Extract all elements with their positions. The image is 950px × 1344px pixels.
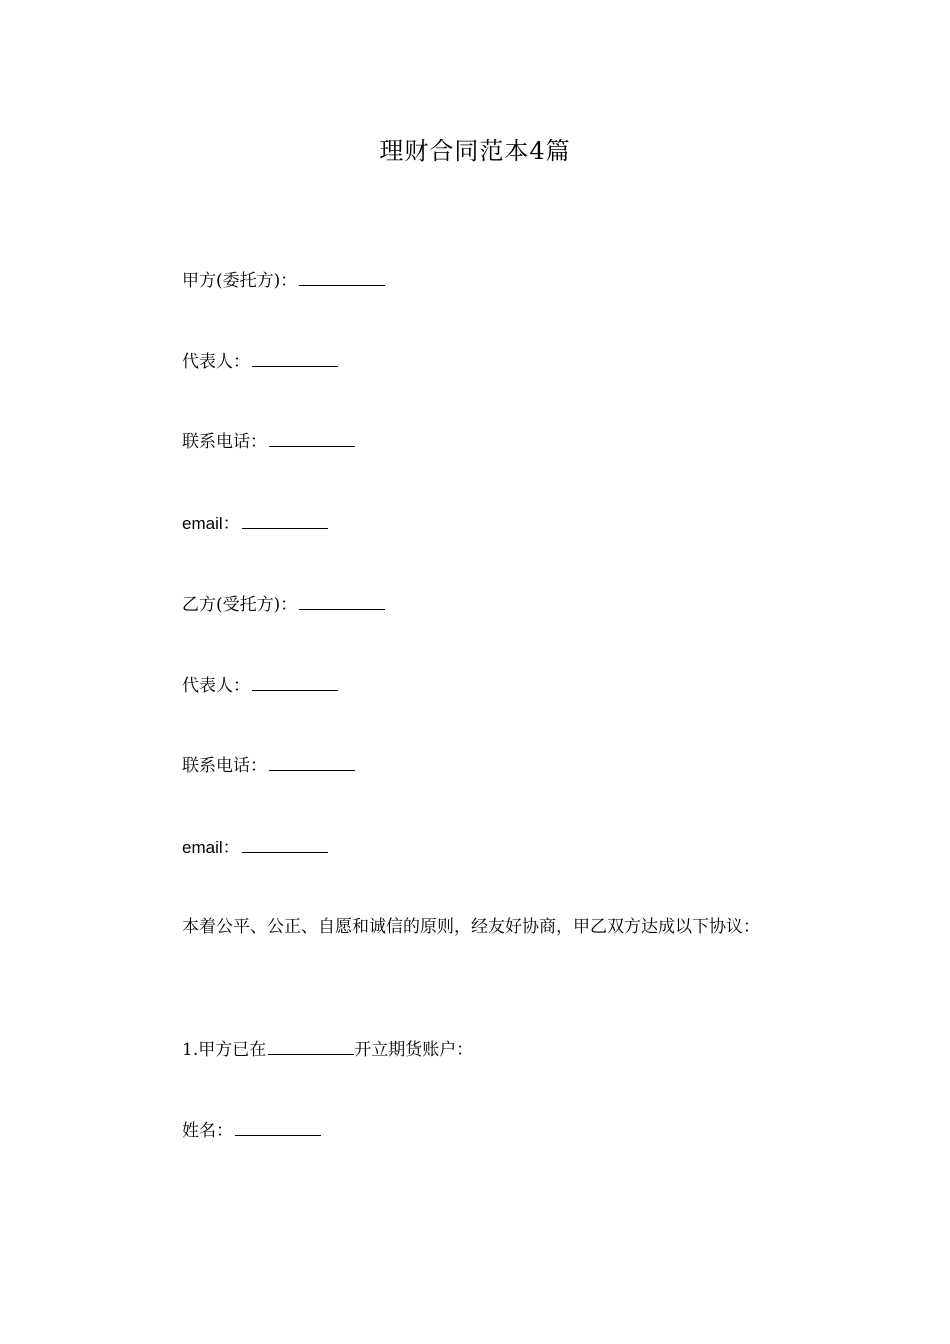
party-b-blank[interactable] bbox=[299, 592, 385, 610]
party-b-phone-label: 联系电话： bbox=[182, 756, 267, 776]
party-b-phone-line bbox=[182, 753, 355, 778]
party-b-line bbox=[182, 592, 385, 617]
preamble-paragraph: 本着公平、公正、自愿和诚信的原则，经友好协商，甲乙双方达成以下协议： bbox=[182, 917, 760, 937]
party-a-rep-blank[interactable] bbox=[252, 349, 338, 367]
party-a-phone-blank[interactable] bbox=[269, 429, 355, 447]
party-a-label: 甲方(委托方)： bbox=[182, 271, 298, 291]
clause-1-line bbox=[182, 1037, 473, 1062]
party-a-rep-label: 代表人： bbox=[182, 352, 250, 372]
party-b-phone-blank[interactable] bbox=[269, 753, 355, 771]
party-b-label: 乙方(受托方)： bbox=[182, 595, 298, 615]
party-b-email-label: email： bbox=[182, 838, 240, 857]
clause-1-blank[interactable] bbox=[268, 1037, 354, 1055]
party-a-blank[interactable] bbox=[299, 268, 385, 286]
document-title: 理财合同范本4篇 bbox=[379, 137, 571, 165]
party-b-rep-blank[interactable] bbox=[252, 673, 338, 691]
party-a-line bbox=[182, 268, 385, 293]
clause-1-prefix: 1.甲方已在 bbox=[182, 1040, 267, 1060]
party-a-email-blank[interactable] bbox=[242, 511, 328, 529]
party-b-rep-line bbox=[182, 673, 338, 698]
party-a-email-label: email： bbox=[182, 514, 240, 533]
party-a-phone-line bbox=[182, 429, 355, 454]
party-a-phone-label: 联系电话： bbox=[182, 432, 267, 452]
party-b-email-line bbox=[182, 835, 328, 860]
party-b-email-blank[interactable] bbox=[242, 835, 328, 853]
party-a-email-line bbox=[182, 511, 328, 536]
name-label: 姓名： bbox=[182, 1121, 233, 1141]
name-blank[interactable] bbox=[235, 1118, 321, 1136]
party-a-rep-line bbox=[182, 349, 338, 374]
name-line bbox=[182, 1118, 321, 1143]
clause-1-suffix: 开立期货账户： bbox=[354, 1040, 474, 1060]
party-b-rep-label: 代表人： bbox=[182, 676, 250, 696]
